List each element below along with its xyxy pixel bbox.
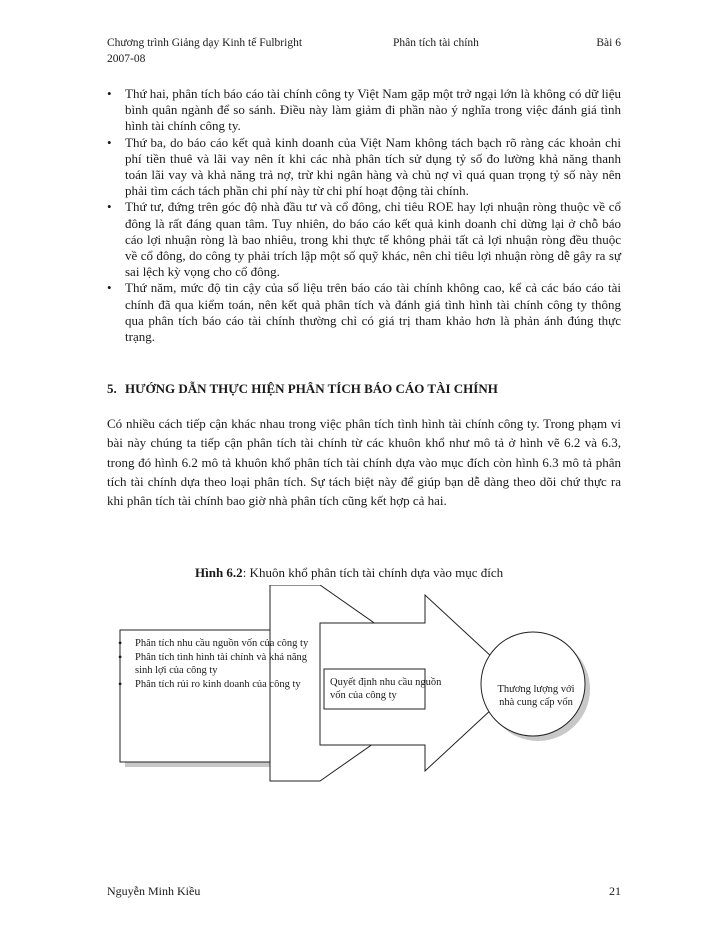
bullet-item: • Thứ ba, do báo cáo kết quả kinh doanh của Việt Nam không tách bạch rõ ràng các khoản chi phí tiền thuê và lãi vay nên ít khi các nhà phân tích sử dụng tỷ số đo lường khả năng thanh toán lãi vay và khả năng trả nợ, trừ khi ngân hàng và chủ nợ vì quá quan trọng tỷ số này nên phải tìm cách tách phần chi phí này từ chi phí hoạt động tài chính. — [107, 135, 621, 200]
bullet-item: • Thứ năm, mức độ tin cậy của số liệu trên báo cáo tài chính không cao, kể cả các báo cáo tài chính đã qua kiểm toán, nên kết quả phân tích và đánh giá tình hình tài chính công ty thông qua phân tích báo cáo tài chính thường chỉ có giá trị tham khảo hơn là phản ánh đúng thực trạng. — [107, 280, 621, 345]
header-program: Chương trình Giảng dạy Kinh tế Fulbright — [107, 37, 303, 49]
bullet-list — [107, 86, 621, 345]
bullet-item: • Thứ hai, phân tích báo cáo tài chính công ty Việt Nam gặp một trở ngại lớn là không có dữ liệu bình quân ngành để so sánh. Điều này làm giảm đi phần nào ý nghĩa trong việc đánh giá tình hình tài chính công ty. — [107, 86, 621, 135]
header-subject: Phân tích tài chính — [393, 37, 479, 49]
circle-text: Thương lượng với nhà cung cấp vốn — [497, 684, 575, 708]
figure-caption — [195, 565, 615, 581]
figure-label: Hình 6.2 — [195, 565, 243, 580]
footer-author: Nguyễn Minh Kiều — [107, 884, 201, 898]
box1-content — [112, 637, 310, 692]
box1-item: • Phân tích rủi ro kinh doanh của công ty — [112, 678, 310, 691]
box2-text: Quyết định nhu cầu nguồn vốn của công ty — [330, 677, 442, 701]
figure-title: : Khuôn khổ phân tích tài chính dựa vào mục đích — [242, 565, 504, 580]
header-lesson: Bài 6 — [596, 37, 621, 49]
footer-page-number: 21 — [609, 884, 621, 898]
section-title: HƯỚNG DẪN THỰC HIỆN PHÂN TÍCH BÁO CÁO TÀI CHÍNH — [125, 381, 498, 396]
bullet-item: • Thứ tư, đứng trên góc độ nhà đầu tư và cổ đông, chỉ tiêu ROE hay lợi nhuận ròng thuộc về cổ đông là rất đáng quan tâm. Tuy nhiên, do báo cáo kết quả kinh doanh chỉ dừng lại ở chỗ báo cáo lợi nhuận ròng là bao nhiêu, trong khi thực tế không phải tất cả lợi nhuận ròng đều thuộc về cổ đông, do công ty phải trích lập một số quỹ khác, nên chỉ tiêu lợi nhuận ròng dễ gây ra sự sai lệch kỳ vọng cho cổ đông. — [107, 199, 621, 280]
section-heading — [107, 381, 621, 397]
body-paragraph: Có nhiều cách tiếp cận khác nhau trong việc phân tích tình hình tài chính công ty. Trong phạm vi bài này chúng ta tiếp cận phân tích tài chính từ các khuôn khổ như mô tả ở hình vẽ 6.2 và 6.3, trong đó hình 6.2 mô tả khuôn khổ phân tích tài chính dựa vào mục đích còn hình 6.3 mô tả phân tích tài chính dựa theo loại phân tích. Sự tách biệt này để giúp bạn dễ dàng theo dõi chứ thực ra khi phân tích tài chính bao giờ nhà phân tích cũng kết hợp cả hai. — [107, 416, 621, 509]
box1-item: • Phân tích nhu cầu nguồn vốn của công ty — [112, 637, 310, 650]
header-year: 2007-08 — [107, 53, 146, 65]
section-number: 5. — [107, 381, 117, 396]
box1-item: • Phân tích tình hình tài chính và khả năng sinh lợi của công ty — [112, 651, 310, 677]
